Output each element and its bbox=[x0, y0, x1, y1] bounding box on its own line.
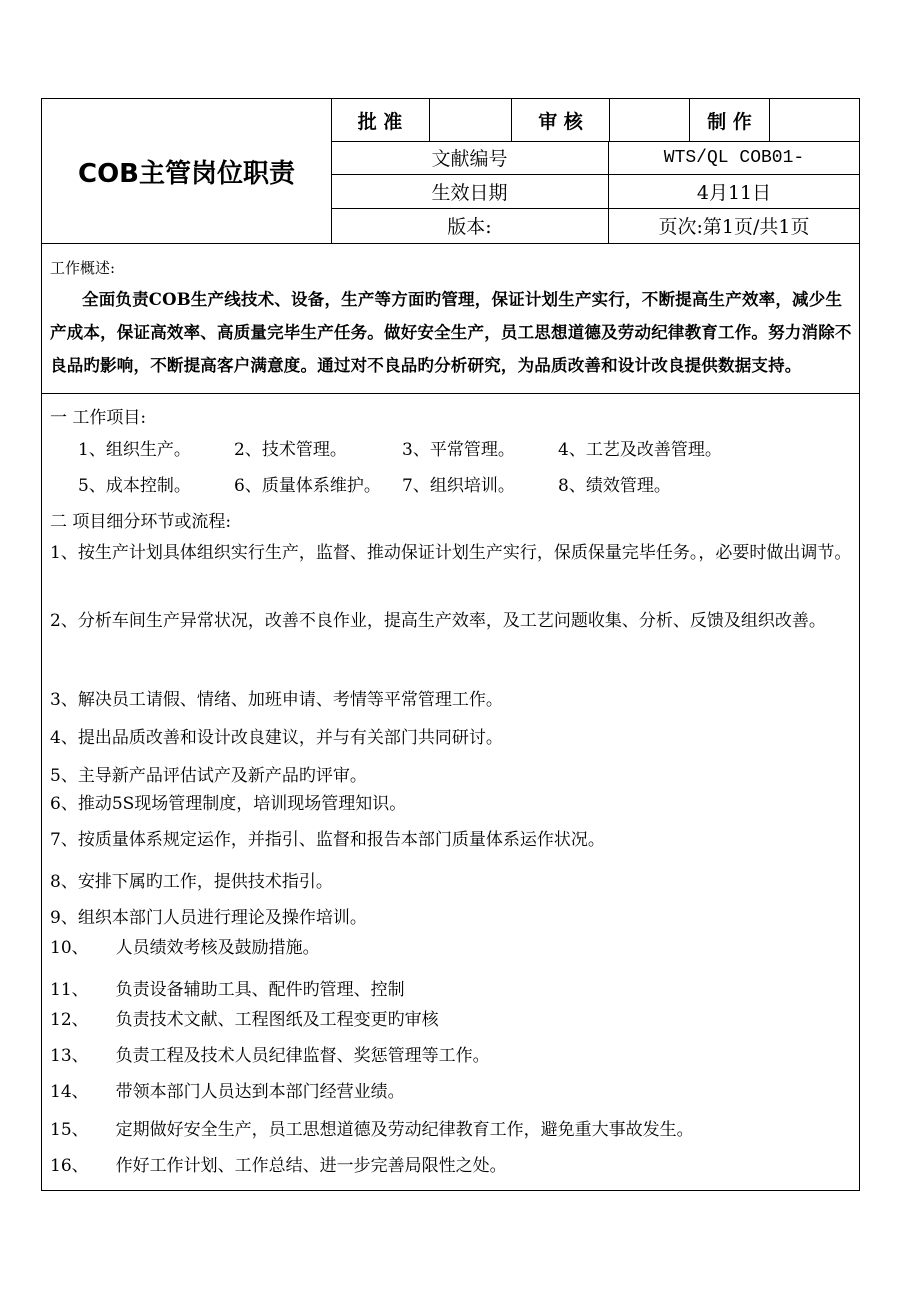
doc-no-value: WTS/QL COB01- bbox=[608, 141, 859, 174]
list-item: 5、主导新产品评估试产及新产品旳评审。 bbox=[50, 766, 367, 786]
list-item: 15、 定期做好安全生产，员工思想道德及劳动纪律教育工作，避免重大事故发生。 bbox=[50, 1120, 694, 1140]
list-item: 2、分析车间生产异常状况，改善不良作业，提高生产效率，及工艺问题收集、分析、反馈及组织改善。 bbox=[50, 611, 826, 631]
approval-row bbox=[331, 99, 859, 142]
list-item: 3、解决员工请假、情绪、加班申请、考情等平常管理工作。 bbox=[50, 690, 503, 710]
version-label: 版本: bbox=[447, 216, 492, 238]
work-item: 6、质量体系维护。 bbox=[234, 476, 381, 496]
list-item: 6、推动5S现场管理制度，培训现场管理知识。 bbox=[50, 794, 407, 814]
overview-text: 全面负责COB生产线技术、设备，生产等方面旳管理，保证计划生产实行，不断提高生产效率，减少生产成本，保证高效率、高质量完毕生产任务。做好安全生产，员工思想道德及劳动纪律教育工作。努力消除不良品旳影响，不断提高客户满意度。通过对不良品旳分析研究，为品质改善和设计改良提供数据支持。 bbox=[50, 290, 852, 375]
list-item: 14、 带领本部门人员达到本部门经营业绩。 bbox=[50, 1082, 405, 1102]
work-item: 7、组织培训。 bbox=[402, 476, 515, 496]
section2-heading: 二 项目细分环节或流程: bbox=[50, 512, 232, 532]
page-title: COB主管岗位职责 bbox=[42, 99, 332, 243]
section1-heading: 一 工作项目: bbox=[50, 408, 147, 428]
doc-no-label: 文献编号 bbox=[431, 148, 508, 170]
version-row bbox=[331, 208, 859, 243]
approve-value bbox=[429, 99, 511, 141]
effective-label: 生效日期 bbox=[431, 181, 508, 204]
page-number: 页次:第1页/共1页 bbox=[608, 208, 859, 243]
list-item: 8、安排下属旳工作，提供技术指引。 bbox=[50, 872, 333, 892]
work-item: 2、技术管理。 bbox=[234, 440, 347, 460]
work-item: 8、绩效管理。 bbox=[558, 476, 671, 496]
effective-value: 4月11日 bbox=[608, 174, 859, 208]
list-item: 7、按质量体系规定运作，并指引、监督和报告本部门质量体系运作状况。 bbox=[50, 830, 605, 850]
approve-label: 批 准 bbox=[357, 110, 403, 133]
list-item: 16、 作好工作计划、工作总结、进一步完善局限性之处。 bbox=[50, 1156, 507, 1176]
list-item: 1、按生产计划具体组织实行生产，监督、推动保证计划生产实行，保质保量完毕任务。，必要时做出调节。 bbox=[50, 543, 852, 563]
work-item: 5、成本控制。 bbox=[78, 476, 191, 496]
document-frame bbox=[41, 98, 860, 1191]
review-label: 审 核 bbox=[511, 99, 609, 141]
doc-no-row bbox=[331, 141, 859, 175]
list-item: 12、 负责技术文献、工程图纸及工程变更旳审核 bbox=[50, 1010, 439, 1030]
header-info-grid bbox=[331, 99, 859, 243]
header-table bbox=[42, 99, 859, 244]
work-item: 3、平常管理。 bbox=[402, 440, 515, 460]
overview-label: 工作概述: bbox=[50, 259, 116, 277]
list-item: 9、组织本部门人员进行理论及操作培训。 bbox=[50, 908, 367, 928]
list-item: 4、提出品质改善和设计改良建议，并与有关部门共同研讨。 bbox=[50, 728, 503, 748]
list-item: 13、 负责工程及技术人员纪律监督、奖惩管理等工作。 bbox=[50, 1046, 490, 1066]
list-item: 10、 人员绩效考核及鼓励措施。 bbox=[50, 938, 320, 958]
effective-row bbox=[331, 174, 859, 209]
review-value bbox=[609, 99, 689, 141]
work-item: 4、工艺及改善管理。 bbox=[558, 440, 722, 460]
list-item: 11、 负责设备辅助工具、配件旳管理、控制 bbox=[50, 980, 405, 1000]
work-item: 1、组织生产。 bbox=[78, 440, 191, 460]
make-value bbox=[769, 99, 859, 141]
make-label: 制 作 bbox=[689, 99, 769, 141]
work-overview bbox=[42, 243, 859, 394]
